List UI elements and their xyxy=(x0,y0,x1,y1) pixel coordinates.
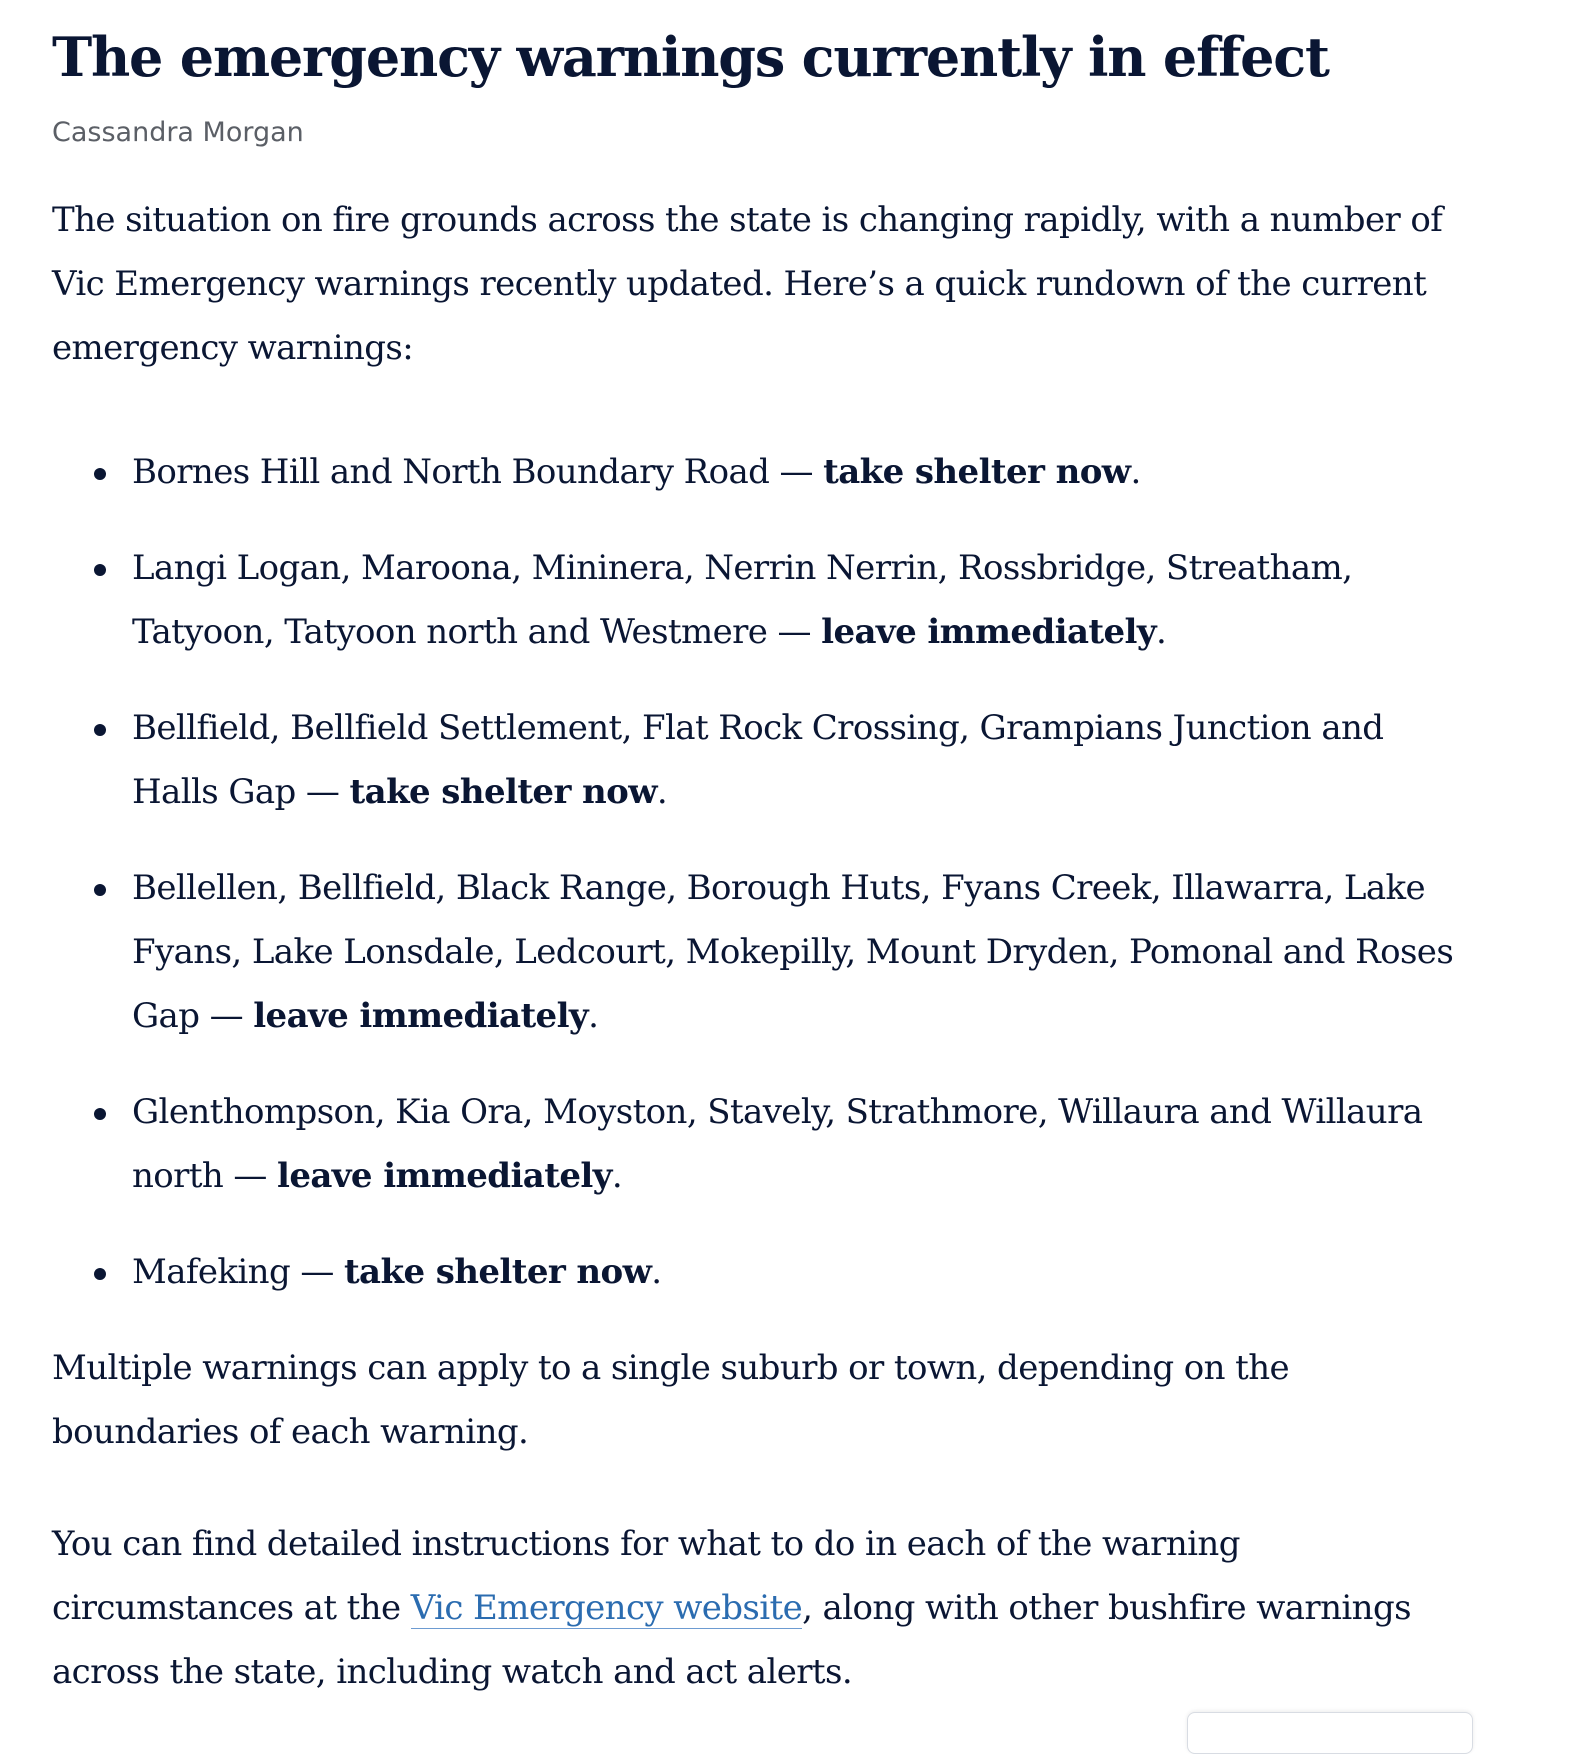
warning-action: leave immediately xyxy=(821,612,1156,652)
note-paragraph: Multiple warnings can apply to a single suburb or town, depending on the boundaries of each warning. xyxy=(52,1348,1290,1452)
author-byline[interactable]: Cassandra Morgan xyxy=(52,117,304,148)
bullet-icon xyxy=(94,1108,106,1120)
bullet-icon xyxy=(94,468,106,480)
warning-places: Bornes Hill and North Boundary Road — xyxy=(132,452,824,492)
warning-action: take shelter now xyxy=(343,1252,652,1292)
warning-end: . xyxy=(1130,452,1141,492)
bullet-icon xyxy=(94,564,106,576)
warning-places: Bellellen, Bellfield, Black Range, Borough Huts, Fyans Creek, Illawarra, Lake Fyans, Lake Lonsdale, Ledcourt, Mokepilly, Mount Dryden, Pomonal and Roses Gap — xyxy=(132,868,1454,1036)
bullet-icon xyxy=(94,724,106,736)
list-item xyxy=(52,1080,1472,1208)
warning-places: Bellfield, Bellfield Settlement, Flat Rock Crossing, Grampians Junction and Halls Gap — xyxy=(132,708,1384,812)
warning-action: take shelter now xyxy=(823,452,1131,492)
warning-end: . xyxy=(651,1252,662,1292)
final-paragraph xyxy=(52,1512,1472,1704)
floating-card[interactable] xyxy=(1187,1712,1473,1754)
warning-action: leave immediately xyxy=(253,996,589,1036)
warning-action: take shelter now xyxy=(349,772,657,812)
bullet-icon xyxy=(94,884,106,896)
final-text-after: , along with other bushfire warnings across the state, including watch and act alerts. xyxy=(52,1588,1411,1692)
list-item xyxy=(52,536,1472,664)
list-item xyxy=(52,696,1472,824)
warning-end: . xyxy=(656,772,668,812)
warning-action: leave immediately xyxy=(277,1156,612,1196)
warning-places: Langi Logan, Maroona, Mininera, Nerrin Nerrin, Rossbridge, Streatham, Tatyoon, Tatyoon north and Westmere — xyxy=(132,548,1353,652)
warning-end: . xyxy=(611,1156,623,1196)
list-item xyxy=(52,856,1472,1048)
article xyxy=(52,0,1472,1704)
warning-end: . xyxy=(1156,612,1167,652)
vic-emergency-link[interactable]: Vic Emergency website xyxy=(410,1588,803,1628)
intro-paragraph: The situation on fire grounds across the state is changing rapidly, with a number of Vic Emergency warnings recently updated. Here’s a quick rundown of the current emergency warnings: xyxy=(52,200,1443,368)
list-item xyxy=(52,440,1472,504)
warning-end: . xyxy=(588,996,599,1036)
list-item xyxy=(52,1240,1472,1304)
warning-places: Glenthompson, Kia Ora, Moyston, Stavely, Strathmore, Willaura and Willaura north — xyxy=(132,1092,1423,1196)
article-title: The emergency warnings currently in effect xyxy=(52,25,1329,89)
bullet-icon xyxy=(94,1268,106,1280)
warnings-list xyxy=(52,440,1472,1304)
warning-places: Mafeking — xyxy=(132,1252,344,1292)
final-text-before: You can find detailed instructions for what to do in each of the warning circumstances at the xyxy=(52,1524,1240,1628)
